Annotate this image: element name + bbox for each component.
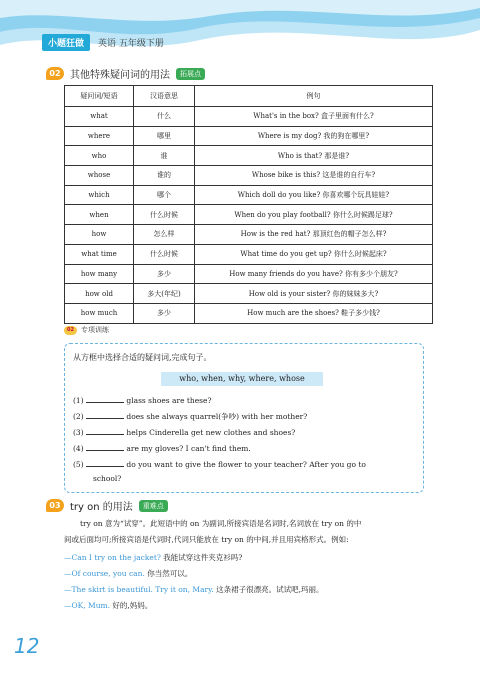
table-cell: How many friends do you have? 你有多少个朋友? xyxy=(195,264,433,284)
dialog-chinese: 这条裙子很漂亮。试试吧,玛丽。 xyxy=(216,585,324,594)
section-title: 其他特殊疑问词的用法 xyxy=(70,70,170,81)
question-text: helps Cinderella get new clothes and shoes? xyxy=(126,428,296,437)
series-tag: 小题狂做 xyxy=(42,34,90,51)
table-header: 例句 xyxy=(195,86,433,107)
table-row xyxy=(65,166,433,186)
table-cell: Who is that? 那是谁? xyxy=(195,146,433,166)
table-cell: how many xyxy=(65,264,134,284)
dialog-line-4 xyxy=(64,600,152,611)
table-row xyxy=(65,225,433,245)
dialog-line-1 xyxy=(64,552,242,563)
explanation-line-2: 间或后面均可;所接宾语是代词时,代词只能放在 try on 的中间,并且用宾格形式。例如: xyxy=(64,535,349,544)
table-row xyxy=(65,107,433,127)
table-cell: How old is your sister? 你的妹妹多大? xyxy=(195,284,433,304)
question-2 xyxy=(73,410,307,422)
answer-blank[interactable] xyxy=(86,442,124,451)
question-text: do you want to give the flower to your teacher? After you go to xyxy=(126,460,366,469)
section-number: 03 xyxy=(46,499,64,512)
question-word-table xyxy=(64,85,433,324)
table-cell: how xyxy=(65,225,134,245)
dialog-english: —The skirt is beautiful. Try it on, Mary. xyxy=(64,585,214,594)
explanation-line-1: try on 意为“试穿”。此短语中的 on 为副词,所接宾语是名词时,名词放在 try on 的中 xyxy=(80,519,362,528)
table-cell: How is the red hat? 那顶红色的帽子怎么样? xyxy=(195,225,433,245)
answer-blank[interactable] xyxy=(86,394,124,403)
answer-blank[interactable] xyxy=(86,426,124,435)
table-cell: 多少 xyxy=(134,303,195,323)
table-cell: how much xyxy=(65,303,134,323)
table-cell: 什么时候 xyxy=(134,205,195,225)
table-cell: who xyxy=(65,146,134,166)
section-number: 02 xyxy=(46,67,64,80)
table-cell: 什么时候 xyxy=(134,244,195,264)
table-cell: how old xyxy=(65,284,134,304)
table-cell: When do you play football? 你什么时候踢足球? xyxy=(195,205,433,225)
table-row xyxy=(65,284,433,304)
section-03-heading xyxy=(46,498,168,513)
page-header xyxy=(42,34,164,51)
table-cell: What time do you get up? 你什么时候起床? xyxy=(195,244,433,264)
page-number: 12 xyxy=(14,634,40,658)
question-text: are my gloves? I can't find them. xyxy=(126,444,251,453)
dialog-english: —Of course, you can. xyxy=(64,569,145,578)
table-cell: 多大(年纪) xyxy=(134,284,195,304)
dialog-chinese: 好的,妈妈。 xyxy=(112,601,153,610)
dialog-english: —OK, Mum. xyxy=(64,601,111,610)
table-cell: What's in the box? 盒子里面有什么? xyxy=(195,107,433,127)
table-cell: whose xyxy=(65,166,134,186)
question-number: (1) xyxy=(73,396,84,405)
table-cell: which xyxy=(65,185,134,205)
table-header-row xyxy=(65,86,433,107)
table-cell: when xyxy=(65,205,134,225)
section-badge: 重难点 xyxy=(139,500,168,512)
table-row xyxy=(65,205,433,225)
dialog-english: —Can I try on the jacket? xyxy=(64,553,161,562)
table-cell: 多少 xyxy=(134,264,195,284)
dialog-chinese: 你当然可以。 xyxy=(147,569,193,578)
table-header: 汉语意思 xyxy=(134,86,195,107)
section-title: try on 的用法 xyxy=(70,502,133,513)
table-cell: 哪里 xyxy=(134,126,195,146)
answer-blank[interactable] xyxy=(86,410,124,419)
question-3 xyxy=(73,426,295,437)
subject-label: 英语 五年级下册 xyxy=(98,39,164,49)
question-1 xyxy=(73,394,212,405)
table-cell: what xyxy=(65,107,134,127)
table-cell: Which doll do you like? 你喜欢哪个玩具娃娃? xyxy=(195,185,433,205)
table-cell: 哪个 xyxy=(134,185,195,205)
drill-icon: 02 xyxy=(64,326,77,335)
table-cell: 什么 xyxy=(134,107,195,127)
question-text: does she always quarrel(争吵) with her mother? xyxy=(126,412,308,421)
question-number: (2) xyxy=(73,412,84,421)
section-02-heading xyxy=(46,66,205,81)
section-badge: 拓展点 xyxy=(176,68,205,80)
dialog-line-3 xyxy=(64,584,324,595)
drill-heading xyxy=(64,325,109,335)
table-header: 疑问词/短语 xyxy=(65,86,134,107)
table-row xyxy=(65,264,433,284)
table-row xyxy=(65,146,433,166)
question-5 xyxy=(73,458,366,469)
table-cell: what time xyxy=(65,244,134,264)
dialog-chinese: 我能试穿这件夹克衫吗? xyxy=(163,553,243,562)
table-row xyxy=(65,185,433,205)
table-cell: where xyxy=(65,126,134,146)
table-row xyxy=(65,244,433,264)
table-cell: Where is my dog? 我的狗在哪里? xyxy=(195,126,433,146)
table-row xyxy=(65,126,433,146)
exercise-box xyxy=(64,343,424,493)
question-number: (3) xyxy=(73,428,84,437)
question-5-continued: school? xyxy=(93,474,122,483)
drill-label: 专项训练 xyxy=(81,326,109,334)
word-bank: who, when, why, where, whose xyxy=(161,372,323,386)
answer-blank[interactable] xyxy=(86,458,124,467)
exercise-instruction: 从方框中选择合适的疑问词,完成句子。 xyxy=(73,353,212,362)
question-4 xyxy=(73,442,251,453)
dialog-line-2 xyxy=(64,568,192,579)
question-number: (5) xyxy=(73,460,84,469)
table-cell: 谁的 xyxy=(134,166,195,186)
table-cell: Whose bike is this? 这是谁的自行车? xyxy=(195,166,433,186)
question-number: (4) xyxy=(73,444,84,453)
table-cell: How much are the shoes? 鞋子多少钱? xyxy=(195,303,433,323)
table-row xyxy=(65,303,433,323)
table-cell: 谁 xyxy=(134,146,195,166)
question-text: glass shoes are these? xyxy=(126,396,212,405)
table-cell: 怎么样 xyxy=(134,225,195,245)
